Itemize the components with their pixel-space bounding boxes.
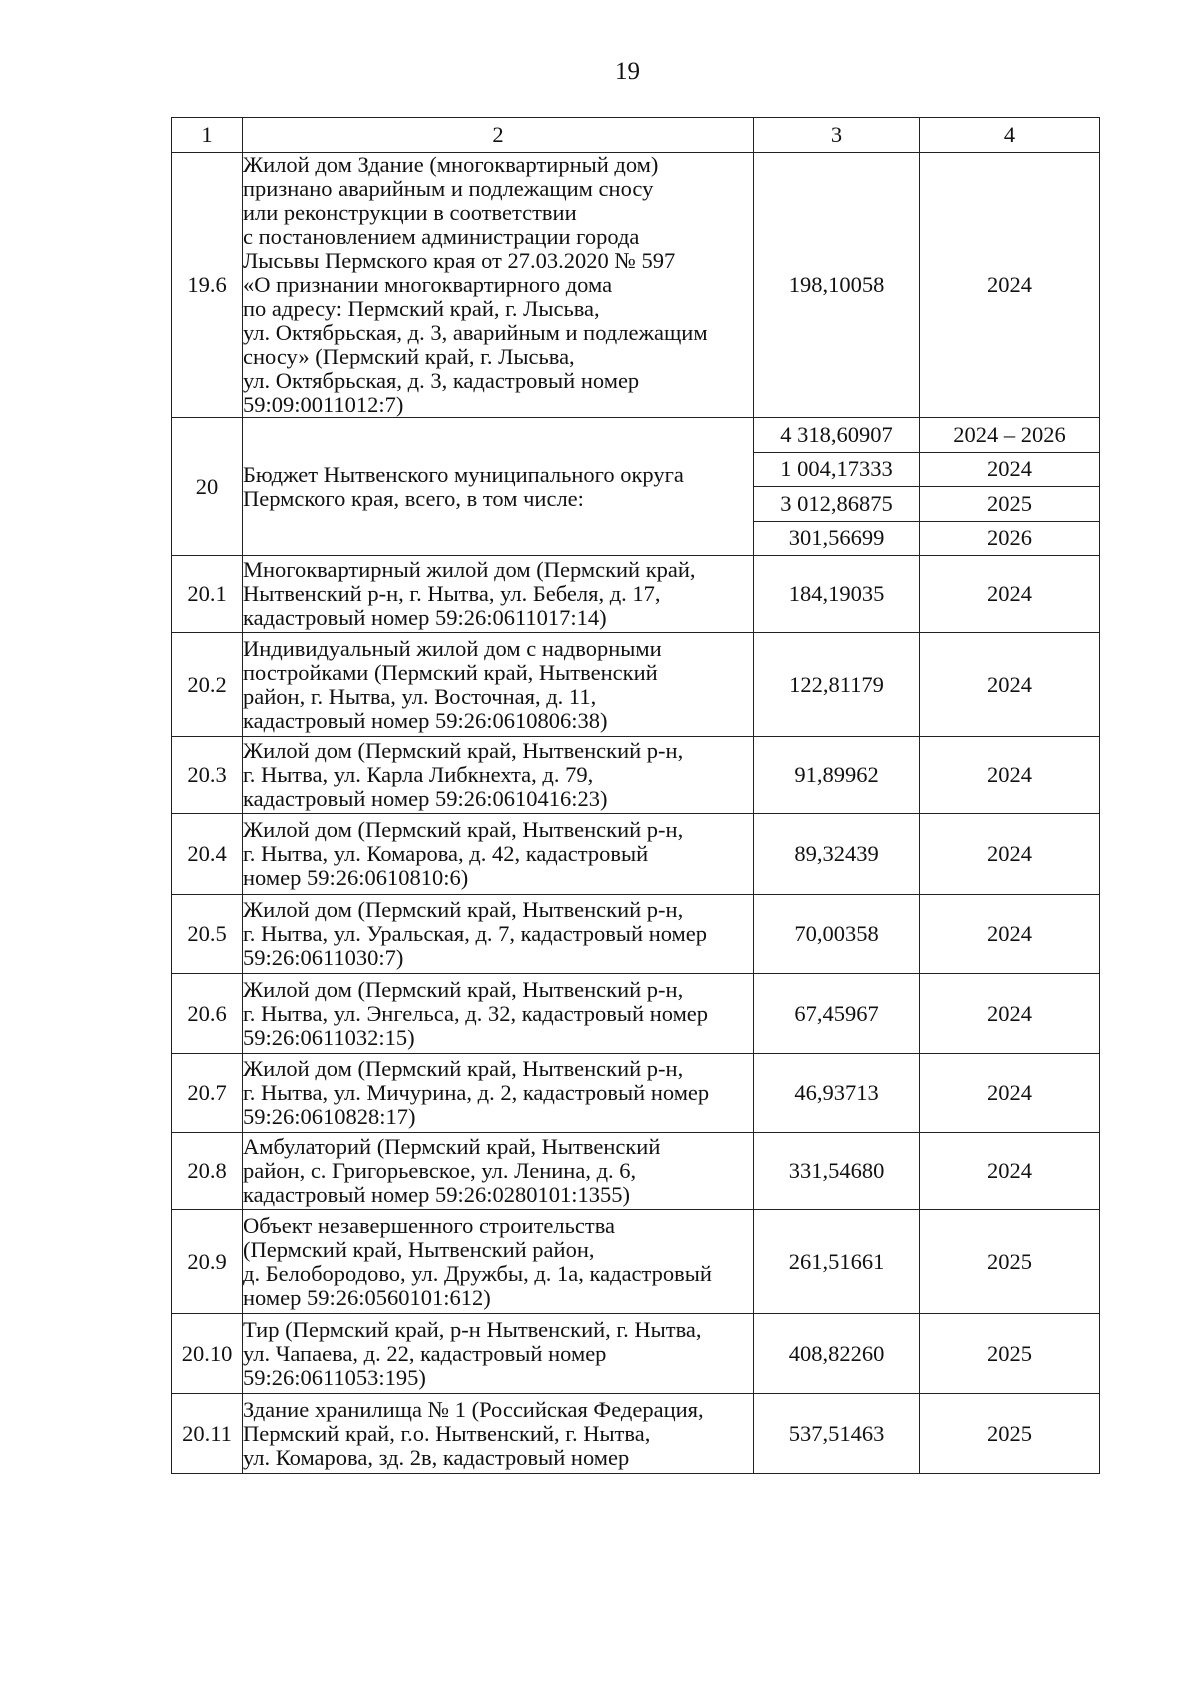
description-line: Амбулаторий (Пермский край, Нытвенский xyxy=(243,1134,661,1159)
row-number: 20.1 xyxy=(172,556,243,633)
header-col-4: 4 xyxy=(920,118,1100,153)
description-line: 59:26:0611030:7) xyxy=(243,945,404,970)
table-row xyxy=(172,737,1100,814)
row-amount: 301,56699 xyxy=(754,521,920,556)
row-number: 20.9 xyxy=(172,1210,243,1314)
row-year: 2024 xyxy=(920,1054,1100,1133)
row-number: 20 xyxy=(172,418,243,556)
description-line: номер 59:26:0560101:612) xyxy=(243,1284,491,1310)
row-amount: 1 004,17333 xyxy=(754,452,920,487)
table-row xyxy=(172,814,1100,895)
table-row xyxy=(172,1133,1100,1210)
description-line: кадастровый номер 59:26:0610806:38) xyxy=(243,707,608,733)
row-year: 2024 xyxy=(920,814,1100,895)
header-col-1: 1 xyxy=(172,118,243,153)
header-col-2: 2 xyxy=(243,118,754,153)
description-line: г. Нытва, ул. Мичурина, д. 2, кадастровый номер xyxy=(243,1080,710,1105)
row-year: 2024 xyxy=(920,737,1100,814)
description-line: 59:26:0611053:195) xyxy=(243,1364,426,1390)
description-line: Лысьвы Пермского края от 27.03.2020 № 597 xyxy=(243,248,676,273)
row-number: 20.5 xyxy=(172,895,243,974)
description-line: кадастровый номер 59:26:0280101:1355) xyxy=(243,1182,630,1207)
table-row-sub xyxy=(172,418,1100,453)
description-line: Пермского края, всего, в том числе: xyxy=(243,485,584,511)
description-line: Жилой дом (Пермский край, Нытвенский р-н, xyxy=(243,1056,684,1081)
row-description xyxy=(243,895,754,974)
row-amount: 3 012,86875 xyxy=(754,487,920,522)
row-year: 2024 xyxy=(920,452,1100,487)
table-row xyxy=(172,1054,1100,1133)
row-description xyxy=(243,1133,754,1210)
row-description xyxy=(243,1210,754,1314)
description-line: кадастровый номер 59:26:0611017:14) xyxy=(243,605,607,630)
description-line: с постановлением администрации города xyxy=(243,224,640,249)
row-year: 2024 xyxy=(920,895,1100,974)
row-amount: 261,51661 xyxy=(754,1210,920,1314)
description-line: 59:26:0611032:15) xyxy=(243,1024,415,1050)
description-line: ул. Чапаева, д. 22, кадастровый номер xyxy=(243,1340,607,1366)
description-line: Тир (Пермский край, р-н Нытвенский, г. Нытва, xyxy=(243,1316,702,1342)
description-line: постройками (Пермский край, Нытвенский xyxy=(243,659,658,685)
row-description xyxy=(243,737,754,814)
table-row xyxy=(172,1314,1100,1394)
description-line: 59:09:0011012:7) xyxy=(243,392,404,417)
budget-table xyxy=(171,117,1100,1474)
row-year: 2026 xyxy=(920,521,1100,556)
row-description xyxy=(243,1394,754,1474)
row-year: 2024 – 2026 xyxy=(920,418,1100,453)
row-year: 2024 xyxy=(920,633,1100,737)
row-number: 20.10 xyxy=(172,1314,243,1394)
row-year: 2024 xyxy=(920,153,1100,418)
table-row xyxy=(172,1210,1100,1314)
row-year: 2025 xyxy=(920,487,1100,522)
description-line: ул. Октябрьская, д. 3, аварийным и подлежащим xyxy=(243,320,708,345)
description-line: район, г. Нытва, ул. Восточная, д. 11, xyxy=(243,683,597,709)
description-line: район, с. Григорьевское, ул. Ленина, д. 6, xyxy=(243,1158,637,1183)
description-line: Жилой дом (Пермский край, Нытвенский р-н, xyxy=(243,897,684,922)
description-line: ул. Комарова, зд. 2в, кадастровый номер xyxy=(243,1444,630,1470)
row-description xyxy=(243,633,754,737)
row-number: 20.3 xyxy=(172,737,243,814)
row-number: 20.8 xyxy=(172,1133,243,1210)
row-amount: 70,00358 xyxy=(754,895,920,974)
row-year: 2025 xyxy=(920,1394,1100,1474)
row-number: 19.6 xyxy=(172,153,243,418)
row-amount: 537,51463 xyxy=(754,1394,920,1474)
row-amount: 184,19035 xyxy=(754,556,920,633)
description-line: Здание хранилища № 1 (Российская Федерация, xyxy=(243,1396,704,1422)
description-line: Нытвенский р-н, г. Нытва, ул. Бебеля, д. 17, xyxy=(243,581,661,606)
row-amount: 331,54680 xyxy=(754,1133,920,1210)
row-number: 20.7 xyxy=(172,1054,243,1133)
description-line: Бюджет Нытвенского муниципального округа xyxy=(243,461,684,487)
description-line: Многоквартирный жилой дом (Пермский край, xyxy=(243,557,696,582)
row-year: 2024 xyxy=(920,974,1100,1054)
description-line: Индивидуальный жилой дом с надворными xyxy=(243,635,662,661)
description-line: Объект незавершенного строительства xyxy=(243,1212,616,1238)
row-number: 20.11 xyxy=(172,1394,243,1474)
table-row xyxy=(172,1394,1100,1474)
page-number: 19 xyxy=(615,58,640,85)
description-line: Жилой дом (Пермский край, Нытвенский р-н, xyxy=(243,738,684,763)
row-amount: 89,32439 xyxy=(754,814,920,895)
row-amount: 408,82260 xyxy=(754,1314,920,1394)
row-description xyxy=(243,418,754,556)
row-year: 2024 xyxy=(920,1133,1100,1210)
description-line: г. Нытва, ул. Комарова, д. 42, кадастровый xyxy=(243,841,649,866)
table-row xyxy=(172,974,1100,1054)
description-line: д. Белобородово, ул. Дружбы, д. 1а, кадастровый xyxy=(243,1260,712,1286)
description-line: г. Нытва, ул. Карла Либкнехта, д. 79, xyxy=(243,762,594,787)
description-line: г. Нытва, ул. Уральская, д. 7, кадастровый номер xyxy=(243,921,708,946)
row-description xyxy=(243,974,754,1054)
description-line: Пермский край, г.о. Нытвенский, г. Нытва, xyxy=(243,1420,651,1446)
row-amount: 91,89962 xyxy=(754,737,920,814)
description-line: по адресу: Пермский край, г. Лысьва, xyxy=(243,296,600,321)
row-amount: 4 318,60907 xyxy=(754,418,920,453)
description-line: номер 59:26:0610810:6) xyxy=(243,865,469,890)
header-col-3: 3 xyxy=(754,118,920,153)
row-amount: 198,10058 xyxy=(754,153,920,418)
description-line: (Пермский край, Нытвенский район, xyxy=(243,1236,595,1262)
row-description xyxy=(243,1054,754,1133)
description-line: сносу» (Пермский край, г. Лысьва, xyxy=(243,344,575,369)
description-line: 59:26:0610828:17) xyxy=(243,1104,416,1129)
row-description xyxy=(243,153,754,418)
description-line: или реконструкции в соответствии xyxy=(243,200,577,225)
row-amount: 122,81179 xyxy=(754,633,920,737)
row-number: 20.6 xyxy=(172,974,243,1054)
row-description xyxy=(243,1314,754,1394)
description-line: Жилой дом (Пермский край, Нытвенский р-н, xyxy=(243,976,684,1002)
description-line: Жилой дом (Пермский край, Нытвенский р-н, xyxy=(243,817,684,842)
row-amount: 46,93713 xyxy=(754,1054,920,1133)
description-line: «О признании многоквартирного дома xyxy=(243,272,613,297)
description-line: кадастровый номер 59:26:0610416:23) xyxy=(243,786,608,811)
row-number: 20.4 xyxy=(172,814,243,895)
description-line: признано аварийным и подлежащим сносу xyxy=(243,176,654,201)
description-line: Жилой дом Здание (многоквартирный дом) xyxy=(243,152,659,177)
row-description xyxy=(243,814,754,895)
description-line: г. Нытва, ул. Энгельса, д. 32, кадастровый номер xyxy=(243,1000,709,1026)
description-line: ул. Октябрьская, д. 3, кадастровый номер xyxy=(243,368,640,393)
row-year: 2025 xyxy=(920,1314,1100,1394)
table-header-row xyxy=(172,118,1100,153)
table-row xyxy=(172,895,1100,974)
table-row xyxy=(172,556,1100,633)
table-row xyxy=(172,153,1100,418)
row-number: 20.2 xyxy=(172,633,243,737)
table-row xyxy=(172,633,1100,737)
row-description xyxy=(243,556,754,633)
row-amount: 67,45967 xyxy=(754,974,920,1054)
row-year: 2025 xyxy=(920,1210,1100,1314)
row-year: 2024 xyxy=(920,556,1100,633)
